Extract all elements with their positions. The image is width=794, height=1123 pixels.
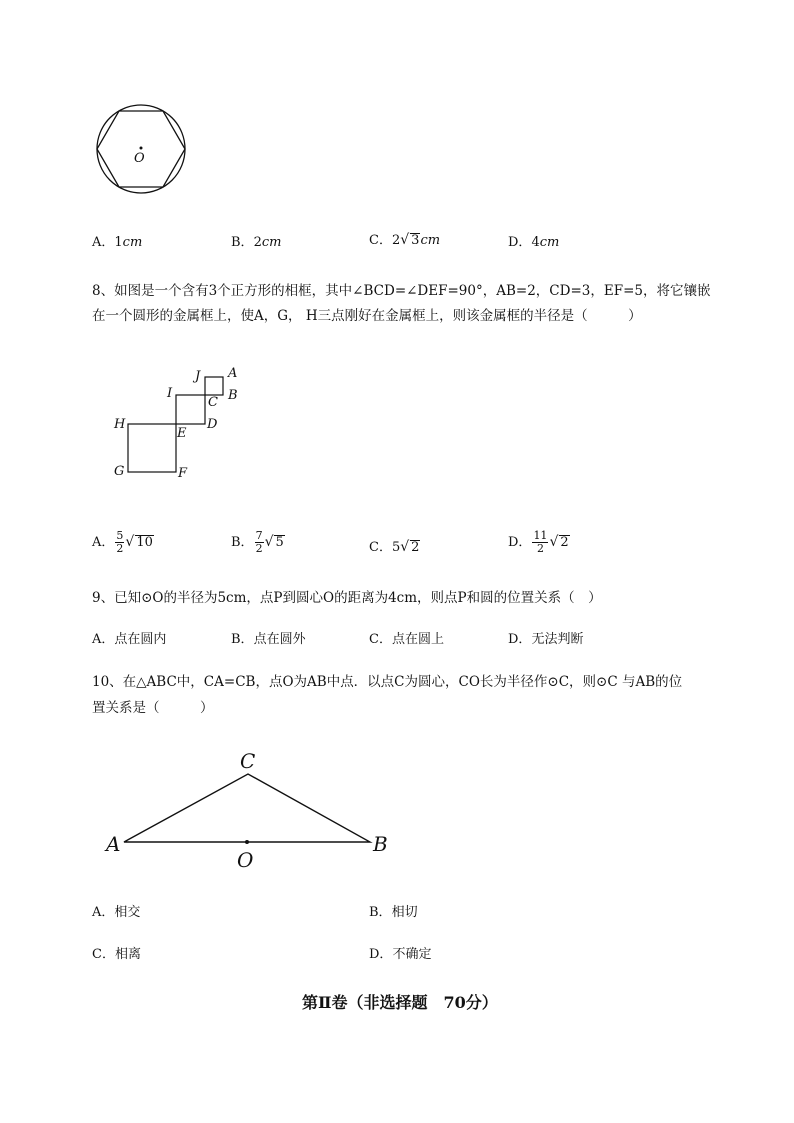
q9-option-a[interactable]: A．点在圆内 — [92, 632, 167, 647]
q10-option-c[interactable]: C．相离 — [92, 947, 141, 962]
q8-stem-line1: 8、如图是一个含有3个正方形的相框，其中∠BCD=∠DEF=90°，AB=2，CD=3，EF=5，将它镶嵌 — [92, 283, 711, 299]
q7-option-c[interactable]: C．2√ 3cm — [369, 232, 441, 248]
q9-stem: 9、已知⊙O的半径为5cm，点P到圆心O的距离为4cm，则点P和圆的位置关系（ ） — [92, 590, 602, 606]
section-title: 第Ⅱ卷（非选择题 70分） — [302, 993, 498, 1012]
q9-option-c[interactable]: C．点在圆上 — [369, 632, 444, 647]
q10-label-c: C — [240, 749, 256, 773]
q8-label-c: C — [208, 395, 218, 410]
q8-option-b[interactable]: B． $\frac{7}{2}$ √ 5 — [231, 529, 284, 555]
q8-label-f: F — [178, 466, 188, 481]
q8-label-d: D — [207, 417, 218, 432]
q10-stem-line2: 置关系是（ ） — [92, 700, 214, 716]
q7-option-d[interactable]: D．4cm — [508, 235, 560, 250]
q10-label-a: A — [106, 832, 121, 856]
q8-label-e: E — [177, 426, 187, 441]
q8-option-c[interactable]: C．5√ 2 — [369, 539, 420, 555]
q9-option-d[interactable]: D．无法判断 — [508, 632, 584, 647]
q10-option-d[interactable]: D．不确定 — [369, 947, 432, 962]
q10-label-b: B — [373, 832, 388, 856]
q8-option-a[interactable]: A． $\frac{5}{2}$ √ 10 — [92, 529, 153, 555]
q7-option-a[interactable]: A．1cm — [92, 235, 143, 250]
q8-option-d[interactable]: D． $\frac{11}{2}$ √ 2 — [508, 529, 569, 555]
q10-option-b[interactable]: B．相切 — [369, 905, 418, 920]
q8-label-g: G — [114, 464, 125, 479]
q10-stem-line1: 10、在△ABC中，CA=CB，点O为AB中点．以点C为圆心，CO长为半径作⊙C，则⊙C 与AB的位 — [92, 674, 683, 690]
q10-option-a[interactable]: A．相交 — [92, 905, 141, 920]
q10-midpoint-dot — [245, 840, 249, 844]
q10-triangle — [124, 774, 370, 842]
q8-label-b: B — [228, 388, 238, 403]
q9-option-b[interactable]: B．点在圆外 — [231, 632, 306, 647]
q7-option-b[interactable]: B．2cm — [231, 235, 282, 250]
q10-label-o: O — [237, 848, 254, 872]
q8-label-j: J — [195, 369, 201, 384]
q8-stem-line2: 在一个圆形的金属框上，使A，G， H三点刚好在金属框上，则该金属框的半径是（ ） — [92, 308, 642, 324]
q7-center-label: O — [134, 151, 145, 166]
q8-label-i: I — [167, 386, 173, 401]
q8-label-a: A — [228, 366, 238, 381]
q8-label-h: H — [114, 417, 126, 432]
